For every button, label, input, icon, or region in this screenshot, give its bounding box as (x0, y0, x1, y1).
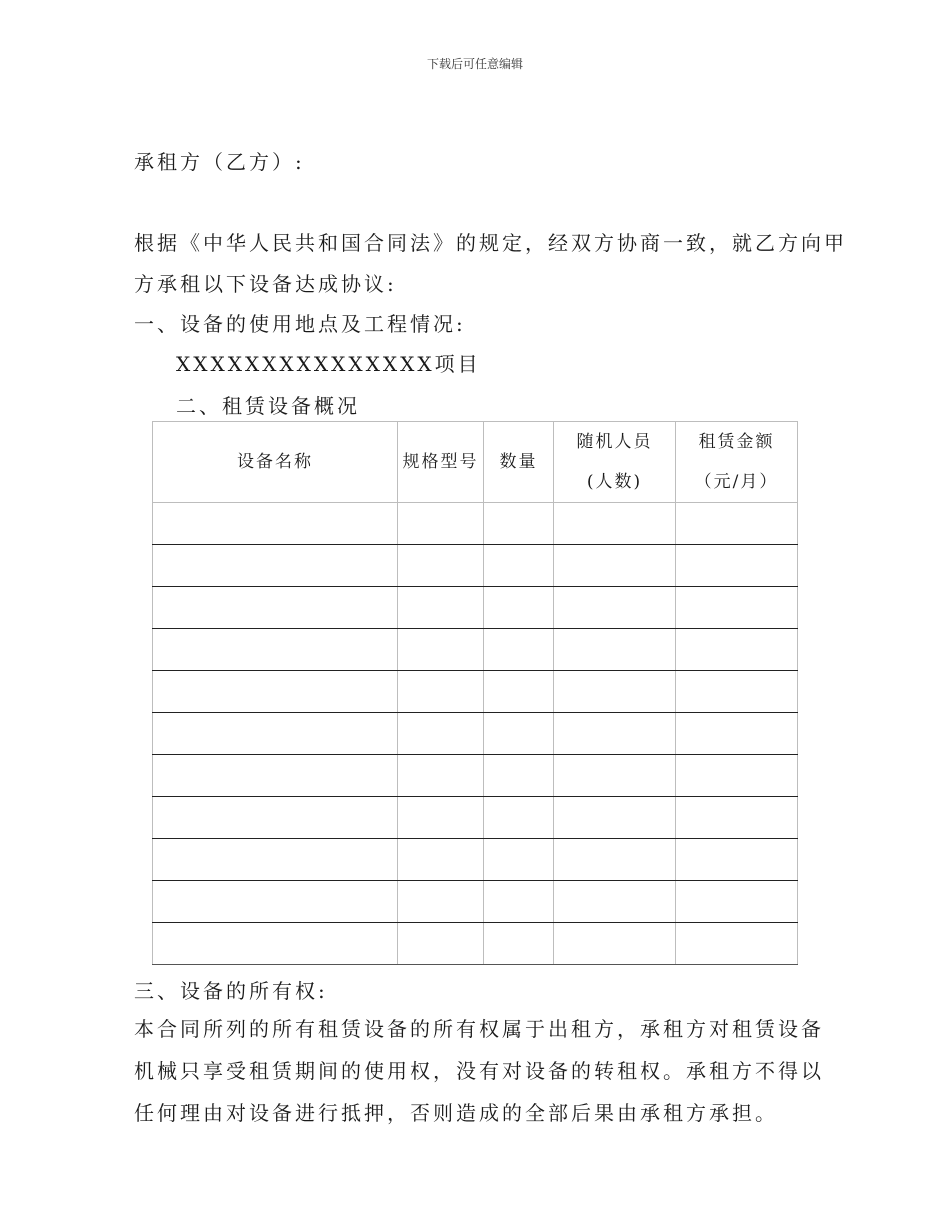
table-cell[interactable] (398, 839, 484, 881)
table-cell[interactable] (153, 503, 398, 545)
header-equipment-name: 设备名称 (153, 422, 398, 503)
table-cell[interactable] (484, 839, 554, 881)
table-cell[interactable] (676, 797, 798, 839)
table-cell[interactable] (398, 503, 484, 545)
table-cell[interactable] (484, 587, 554, 629)
table-cell[interactable] (554, 713, 676, 755)
table-row (153, 839, 798, 881)
table-cell[interactable] (153, 545, 398, 587)
table-cell[interactable] (676, 755, 798, 797)
table-row (153, 797, 798, 839)
equipment-table (152, 421, 798, 965)
table-cell[interactable] (398, 629, 484, 671)
table-cell[interactable] (676, 671, 798, 713)
section-2-title: 二、租赁设备概况 (176, 394, 360, 418)
table-cell[interactable] (398, 587, 484, 629)
table-cell[interactable] (554, 503, 676, 545)
table-cell[interactable] (676, 587, 798, 629)
table-cell[interactable] (484, 923, 554, 965)
table-cell[interactable] (484, 629, 554, 671)
intro-line-2: 方承租以下设备达成协议: (134, 272, 397, 296)
table-cell[interactable] (153, 839, 398, 881)
table-cell[interactable] (153, 923, 398, 965)
table-cell[interactable] (398, 755, 484, 797)
project-name: XXXXXXXXXXXXXXX项目 (176, 352, 481, 376)
table-row (153, 503, 798, 545)
table-cell[interactable] (484, 671, 554, 713)
table-row (153, 713, 798, 755)
table-cell[interactable] (398, 797, 484, 839)
table-cell[interactable] (554, 671, 676, 713)
table-cell[interactable] (554, 881, 676, 923)
table-row (153, 881, 798, 923)
table-cell[interactable] (676, 923, 798, 965)
header-amount (676, 422, 798, 503)
table-cell[interactable] (153, 755, 398, 797)
ownership-text: 本合同所列的所有租赁设备的所有权属于出租方，承租方对租赁设备机械只享受租赁期间的使用权，没有对设备的转租权。承租方不得以任何理由对设备进行抵押，否则造成的全部后果由承租方承担。 (134, 1017, 824, 1125)
table-cell[interactable] (153, 587, 398, 629)
table-cell[interactable] (554, 755, 676, 797)
table-row (153, 545, 798, 587)
section-3-title: 三、设备的所有权: (134, 979, 328, 1003)
table-cell[interactable] (153, 671, 398, 713)
intro-line-1: 根据《中华人民共和国合同法》的规定，经双方协商一致，就乙方向甲 (134, 231, 847, 255)
table-row (153, 671, 798, 713)
table-header-row (153, 422, 798, 503)
table-cell[interactable] (676, 503, 798, 545)
table-cell[interactable] (484, 755, 554, 797)
table-cell[interactable] (398, 713, 484, 755)
table-cell[interactable] (554, 545, 676, 587)
table-row (153, 587, 798, 629)
table-cell[interactable] (676, 881, 798, 923)
table-cell[interactable] (153, 881, 398, 923)
header-staff (554, 422, 676, 503)
table-cell[interactable] (554, 797, 676, 839)
table-cell[interactable] (484, 881, 554, 923)
header-staff-line2: (人数) (586, 472, 643, 492)
header-note: 下载后可任意编辑 (426, 57, 523, 71)
table-cell[interactable] (153, 797, 398, 839)
table-cell[interactable] (153, 629, 398, 671)
table-cell[interactable] (398, 545, 484, 587)
table-cell[interactable] (153, 713, 398, 755)
table-cell[interactable] (676, 839, 798, 881)
table-cell[interactable] (484, 713, 554, 755)
section-1-title: 一、设备的使用地点及工程情况: (134, 312, 466, 336)
table-cell[interactable] (484, 797, 554, 839)
table-cell[interactable] (676, 545, 798, 587)
table-row (153, 923, 798, 965)
table-row (153, 629, 798, 671)
table-cell[interactable] (398, 881, 484, 923)
table-cell[interactable] (676, 629, 798, 671)
header-amount-line2: （元/月） (694, 472, 779, 492)
table-cell[interactable] (398, 923, 484, 965)
table-cell[interactable] (554, 629, 676, 671)
header-quantity: 数量 (484, 422, 554, 503)
header-amount-line1: 租赁金额 (698, 432, 775, 452)
table-row (153, 755, 798, 797)
table-cell[interactable] (676, 713, 798, 755)
table-cell[interactable] (398, 671, 484, 713)
table-cell[interactable] (554, 839, 676, 881)
header-spec-model: 规格型号 (398, 422, 484, 503)
table-cell[interactable] (484, 545, 554, 587)
table-cell[interactable] (484, 503, 554, 545)
lessee-label: 承租方（乙方）: (134, 150, 305, 174)
table-cell[interactable] (554, 587, 676, 629)
header-staff-line1: 随机人员 (576, 432, 653, 452)
table-cell[interactable] (554, 923, 676, 965)
